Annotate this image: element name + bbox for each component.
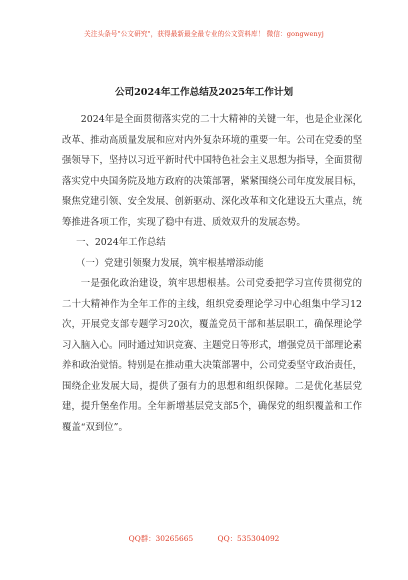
subsection-heading: （一）党建引领聚力发展，筑牢根基增添动能 xyxy=(76,257,264,269)
document-body xyxy=(62,110,362,438)
header-banner: 关注头条号"公文研究"，获得最新最全最专业的公文资料库！ 微信：gongwenyj xyxy=(84,30,324,38)
document-title: 公司2024年工作总结及2025年工作计划 xyxy=(114,87,294,98)
section-heading: 一、2024年工作总结 xyxy=(76,237,166,248)
footer-qq-group: QQ群：30265665 xyxy=(128,534,194,543)
body-paragraph: 一是强化政治建设，筑牢思想根基。公司党委把学习宣传贯彻党的二十大精神作为全年工作的主线，组织党委理论学习中心组集中学习12次，开展党支部专题学习20次，覆盖党员干部和基层职工，确保理论学习入脑入心。同时通过知识竞赛、主题党日等形式，增强党员干部理论素养和政治觉悟。特别是在推动重大决策部署中，公司党委坚守政治责任，围绕企业发展大局，提供了强有力的思想和组织保障。二是优化基层党建，提升堡垒作用。全年新增基层党支部5个，确保党的组织覆盖和工作覆盖“双到位”。 xyxy=(62,278,363,433)
footer xyxy=(0,533,408,544)
footer-qq: QQ：535304092 xyxy=(217,534,280,543)
intro-paragraph: 2024年是全面贯彻落实党的二十大精神的关键一年，也是企业深化改革、推动高质量发展和应对内外复杂环境的重要一年。公司在党委的坚强领导下，坚持以习近平新时代中国特色社会主义思想为指导，全面贯彻落实党中央国务院及地方政府的决策部署，紧紧围绕公司年度发展目标，聚焦党建引领、安全发展、创新驱动、深化改革和文化建设五大重点，统筹推进各项工作，实现了稳中有进、质效双升的发展态势。 xyxy=(62,114,363,228)
